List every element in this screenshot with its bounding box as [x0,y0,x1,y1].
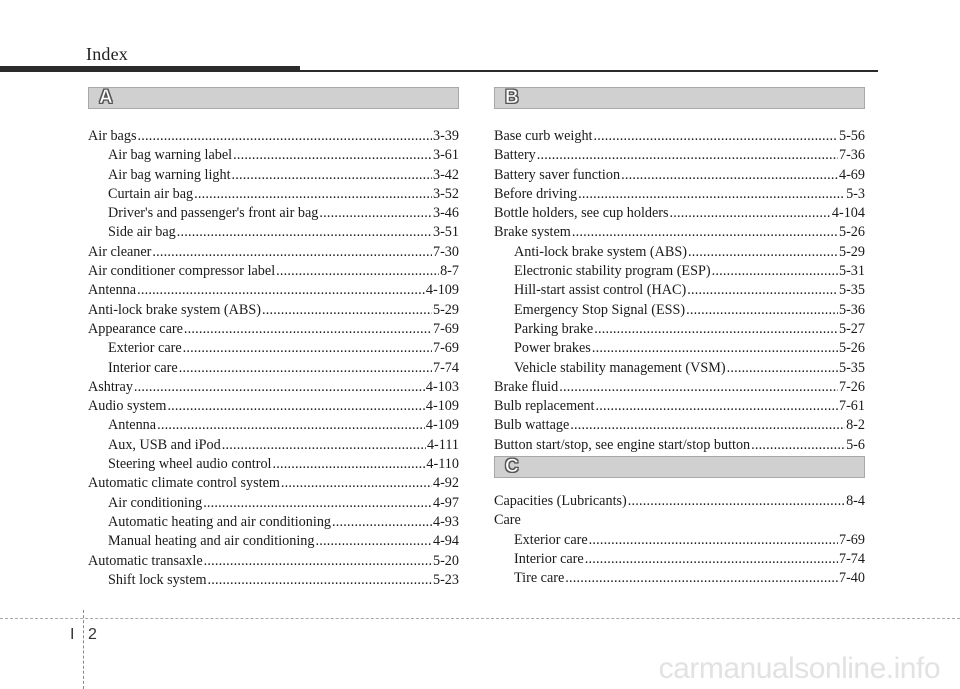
entry-page: 4-92 [432,475,459,492]
leader-dots [273,455,426,474]
section-letter-c: C [505,456,519,477]
entry-page: 7-40 [838,570,865,587]
index-entry[interactable] [88,320,459,339]
leader-dots [585,550,838,569]
index-entry[interactable] [494,492,865,511]
entry-page: 5-26 [838,340,865,357]
leader-dots [167,397,424,416]
entry-label: Automatic climate control system [88,475,280,492]
watermark: carmanualsonline.info [658,652,940,685]
index-column-b [494,127,865,455]
entry-page: 4-97 [432,494,459,511]
entry-label: Shift lock system [108,571,207,588]
entry-label: Curtain air bag [108,185,194,202]
index-entry[interactable] [494,262,865,281]
leader-dots [572,223,838,242]
entry-label: Interior care [514,550,584,567]
entry-label: Air cleaner [88,243,152,260]
leader-dots [232,166,432,185]
leader-dots [751,436,845,455]
index-entry[interactable] [88,455,459,474]
entry-label: Automatic transaxle [88,552,203,569]
leader-dots [332,513,432,532]
index-entry[interactable] [88,378,459,397]
leader-dots [137,127,432,146]
leader-dots [688,243,838,262]
entry-page: 7-74 [838,550,865,567]
entry-page: 5-36 [838,301,865,318]
leader-dots [183,339,432,358]
index-entry[interactable] [494,281,865,300]
entry-label: Button start/stop, see engine start/stop button [494,436,751,453]
entry-label: Emergency Stop Signal (ESS) [514,301,686,318]
leader-dots [315,532,432,551]
index-entry[interactable] [88,262,459,281]
entry-page: 7-36 [838,147,865,164]
footer-rule [0,618,960,619]
entry-page: 8-7 [440,263,459,280]
index-entry[interactable] [494,127,865,146]
index-entry[interactable] [494,243,865,262]
entry-page: 8-4 [846,493,865,509]
index-entry[interactable] [88,571,459,590]
entry-page: 7-69 [432,340,459,357]
leader-dots [537,146,838,165]
entry-label: Manual heating and air conditioning [108,533,315,550]
leader-dots [712,262,838,281]
entry-page: 7-69 [838,531,865,548]
entry-label: Bulb wattage [494,417,570,434]
entry-page: 5-31 [838,263,865,280]
leader-dots [281,474,432,493]
leader-dots [152,243,432,262]
page-title: Index [86,44,128,64]
entry-label: Capacities (Lubricants) [494,493,627,509]
section-header-a [88,87,459,109]
index-entry[interactable] [494,531,865,550]
entry-label: Parking brake [514,320,594,337]
leader-dots [565,569,838,588]
index-column-a [88,127,459,590]
entry-page: 7-30 [432,243,459,260]
entry-page: 4-109 [425,398,459,415]
leader-dots [727,359,838,378]
index-entry[interactable] [494,320,865,339]
entry-page: 4-94 [432,533,459,550]
index-entry[interactable] [494,166,865,185]
index-column-c [494,492,865,588]
leader-dots [319,204,432,223]
entry-label: Anti-lock brake system (ABS) [88,301,261,318]
index-entry[interactable] [494,223,865,242]
leader-dots [204,552,432,571]
leader-dots [687,281,838,300]
index-entry[interactable] [88,494,459,513]
entry-label: Exterior care [108,340,182,357]
entry-label: Air conditioner compressor label [88,263,276,280]
leader-dots [157,416,425,435]
index-entry[interactable] [88,474,459,493]
leader-dots [177,223,432,242]
entry-page: 3-51 [432,224,459,241]
entry-label: Battery [494,147,536,164]
index-entry[interactable] [88,339,459,358]
entry-page: 5-20 [432,552,459,569]
footer-section-label: I [70,626,75,643]
entry-page: 4-93 [432,513,459,530]
entry-label: Aux, USB and iPod [108,436,221,453]
entry-page: 7-26 [838,378,865,395]
entry-page: 3-61 [432,147,459,164]
index-entry[interactable] [494,301,865,320]
index-entry[interactable] [88,127,459,146]
entry-page: 5-56 [838,128,865,144]
entry-page: 3-39 [432,128,459,144]
entry-label: Antenna [88,282,137,299]
index-entry[interactable] [88,166,459,185]
entry-label: Base curb weight [494,128,593,144]
entry-page: 5-6 [846,436,865,453]
entry-label: Care [494,512,521,529]
entry-page: 4-110 [426,456,459,473]
entry-page: 3-52 [432,185,459,202]
entry-label: Electronic stability program (ESP) [514,263,711,280]
entry-label: Bulb replacement [494,398,595,415]
entry-label: Antenna [108,417,157,434]
leader-dots [621,166,838,185]
index-entry[interactable] [88,204,459,223]
leader-dots [570,416,845,435]
index-entry[interactable] [88,301,459,320]
entry-label: Audio system [88,398,167,415]
entry-label: Power brakes [514,340,591,357]
index-entry[interactable] [88,146,459,165]
footer-page-number: 2 [88,626,97,643]
leader-dots [233,146,432,165]
leader-dots [137,281,425,300]
leader-dots [686,301,838,320]
entry-label: Hill-start assist control (HAC) [514,282,687,299]
leader-dots [184,320,432,339]
leader-dots [262,301,432,320]
leader-dots [595,397,838,416]
index-entry[interactable] [494,569,865,588]
entry-label: Automatic heating and air conditioning [108,513,332,530]
entry-page: 5-29 [432,301,459,318]
entry-page: 8-2 [846,417,865,434]
index-entry[interactable] [494,185,865,204]
index-entry[interactable] [494,378,865,397]
index-entry[interactable] [88,552,459,571]
entry-label: Side air bag [108,224,176,241]
leader-dots [628,492,845,511]
entry-page: 5-29 [838,243,865,260]
index-entry[interactable] [88,359,459,378]
index-entry[interactable] [494,204,865,223]
index-entry[interactable] [494,416,865,435]
index-entry[interactable] [494,436,865,455]
leader-dots [559,378,838,397]
entry-page: 7-74 [432,359,459,376]
entry-label: Air bag warning light [108,166,231,183]
entry-page: 5-35 [838,282,865,299]
index-entry[interactable] [88,416,459,435]
entry-label: Anti-lock brake system (ABS) [514,243,687,260]
index-entry[interactable] [88,397,459,416]
entry-label: Air conditioning [108,494,203,511]
section-header-c [494,456,865,478]
entry-page: 4-103 [425,378,459,395]
section-header-b [494,87,865,109]
index-entry[interactable] [88,513,459,532]
leader-dots [203,494,432,513]
entry-page: 4-69 [838,166,865,183]
footer-divider [83,610,84,689]
entry-page: 5-27 [838,320,865,337]
index-entry[interactable] [494,339,865,358]
entry-page: 5-26 [838,224,865,241]
entry-label: Driver's and passenger's front air bag [108,205,319,222]
leader-dots [134,378,425,397]
entry-label: Brake fluid [494,378,559,395]
index-entry[interactable] [88,185,459,204]
leader-dots [194,185,432,204]
entry-label: Appearance care [88,320,183,337]
entry-label: Brake system [494,224,571,241]
index-entry[interactable] [88,281,459,300]
leader-dots [589,531,838,550]
index-entry[interactable] [494,397,865,416]
entry-label: Interior care [108,359,178,376]
entry-label: Exterior care [514,531,588,548]
index-entry[interactable] [88,223,459,242]
entry-page: 5-35 [838,359,865,376]
leader-dots [578,185,845,204]
entry-page: 4-109 [425,282,459,299]
entry-label: Air bag warning label [108,147,233,164]
entry-label: Vehicle stability management (VSM) [514,359,726,376]
header-rule-thick [0,66,300,72]
entry-page: 3-42 [432,166,459,183]
entry-label: Tire care [514,570,565,587]
index-entry[interactable] [494,146,865,165]
index-entry[interactable] [494,550,865,569]
entry-page: 4-109 [425,417,459,434]
leader-dots [594,320,838,339]
entry-label: Battery saver function [494,166,621,183]
entry-label: Bottle holders, see cup holders [494,205,669,222]
leader-dots [276,262,439,281]
section-letter-a: A [99,87,113,108]
header-rule-thin [300,70,878,72]
entry-page: 7-61 [838,398,865,415]
leader-dots [222,436,426,455]
index-entry[interactable] [494,511,865,530]
leader-dots [670,204,831,223]
entry-page: 5-23 [432,571,459,588]
entry-page: 3-46 [432,205,459,222]
leader-dots [208,571,432,590]
entry-label: Steering wheel audio control [108,456,272,473]
index-entry[interactable] [88,436,459,455]
entry-page: 7-69 [432,320,459,337]
index-entry[interactable] [88,243,459,262]
entry-page: 4-104 [831,205,865,222]
entry-label: Ashtray [88,378,133,395]
index-entry[interactable] [494,359,865,378]
section-letter-b: B [505,87,519,108]
leader-dots [594,127,838,146]
leader-dots [592,339,838,358]
entry-page: 4-111 [426,436,459,453]
leader-dots [179,359,432,378]
entry-label: Air bags [88,128,137,144]
index-entry[interactable] [88,532,459,551]
entry-page: 5-3 [846,185,865,202]
entry-label: Before driving [494,185,578,202]
